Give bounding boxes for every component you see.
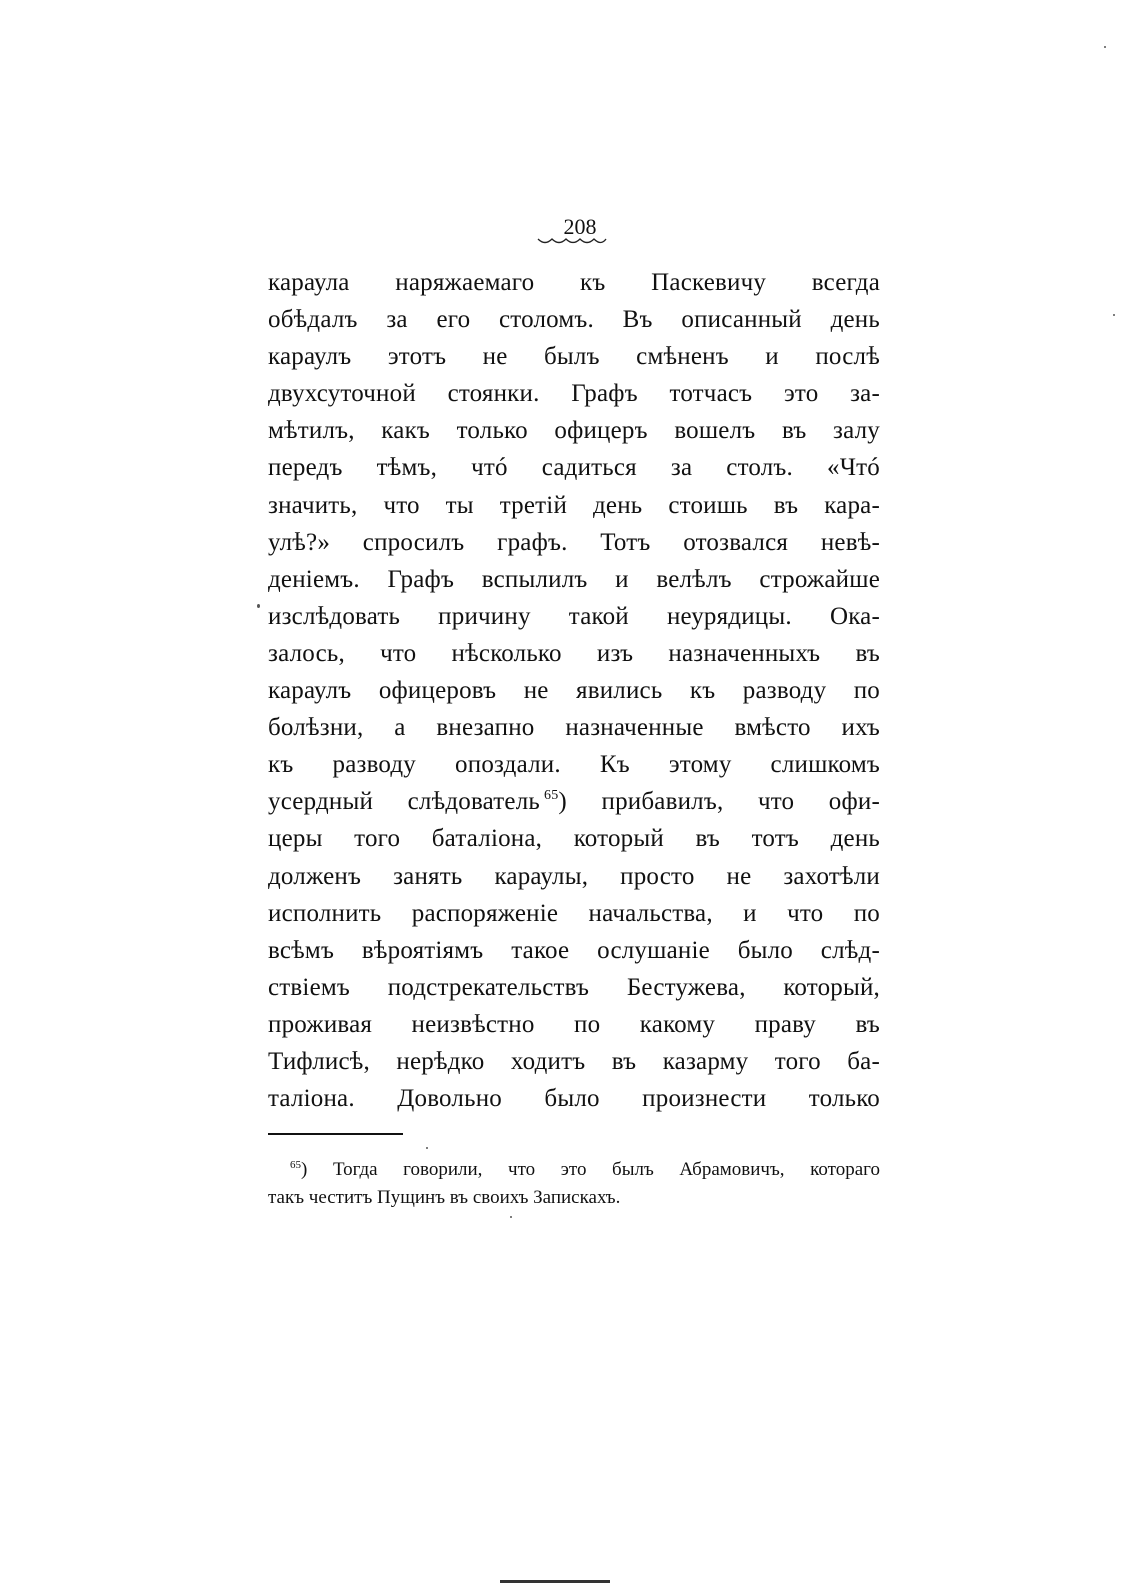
text-line: улѣ?» спросилъ графъ. Тотъ отозвался невѣ- xyxy=(268,528,880,556)
footnote-mark: 65 xyxy=(290,1159,301,1171)
main-text xyxy=(268,264,880,1117)
text-line: мѣтилъ, какъ только офицеръ вошелъ въ залу xyxy=(268,417,880,445)
text-line: къ разводу опоздали. Къ этому слишкомъ xyxy=(268,751,880,779)
footnote-reference: 65 xyxy=(544,788,559,804)
text-line: передъ тѣмъ, чтó садиться за столъ. «Чтó xyxy=(268,454,880,482)
footnote-line: такъ честитъ Пущинъ въ своихъ Запискахъ. xyxy=(268,1187,621,1208)
footnote-divider xyxy=(268,1133,403,1135)
text-line: проживая неизвѣстно по какому праву въ xyxy=(268,1010,880,1038)
text-line: деніемъ. Графъ вспылилъ и велѣлъ строжайше xyxy=(268,565,880,593)
scan-speck xyxy=(1113,314,1115,316)
text-line: исполнить распоряженіе начальства, и что по xyxy=(268,899,880,927)
text-line-end: ) прибавилъ, что офи- xyxy=(558,788,880,816)
page-number-ornament xyxy=(536,236,608,246)
text-line: значить, что ты третій день стоишь въ кара- xyxy=(268,491,880,519)
footnote-line xyxy=(268,1156,880,1184)
page-number: 208 xyxy=(563,214,597,239)
scan-speck xyxy=(426,1147,428,1149)
text-line: залось, что нѣсколько изъ назначенныхъ въ xyxy=(268,639,880,667)
scan-speck xyxy=(257,604,260,608)
text-line: болѣзни, а внезапно назначенные вмѣсто ихъ xyxy=(268,714,880,742)
text-line: всѣмъ вѣроятіямъ такое ослушаніе было слѣд- xyxy=(268,936,880,964)
text-line-start: усердный слѣдователь xyxy=(268,788,540,816)
footnote-line-text: ) Тогда говорили, что это былъ Абрамовичъ, котораго xyxy=(301,1159,880,1180)
text-line: караулъ этотъ не былъ смѣненъ и послѣ xyxy=(268,343,880,371)
text-line: двухсуточной стоянки. Графъ тотчасъ это за- xyxy=(268,380,880,408)
text-line: церы того баталіона, который въ тотъ день xyxy=(268,825,880,853)
scan-speck xyxy=(1104,46,1106,48)
text-line: ствіемъ подстрекательствъ Бестужева, который, xyxy=(268,973,880,1001)
text-line: таліона. Довольно было произнести только xyxy=(268,1085,880,1113)
text-line: караулъ офицеровъ не явились къ разводу по xyxy=(268,677,880,705)
text-line: караула наряжаемаго къ Паскевичу всегда xyxy=(268,269,880,296)
footnote xyxy=(268,1156,880,1212)
scan-speck xyxy=(510,1216,512,1218)
text-line: Тифлисѣ, нерѣдко ходитъ въ казарму того ба- xyxy=(268,1047,880,1075)
text-line: обѣдалъ за его столомъ. Въ описанный день xyxy=(268,306,880,334)
text-line-with-footnote-ref xyxy=(268,783,880,820)
text-line: изслѣдовать причину такой неурядицы. Ока- xyxy=(268,602,880,630)
bottom-scan-mark xyxy=(500,1580,610,1583)
text-line: долженъ занять караулы, просто не захотѣли xyxy=(268,862,880,890)
